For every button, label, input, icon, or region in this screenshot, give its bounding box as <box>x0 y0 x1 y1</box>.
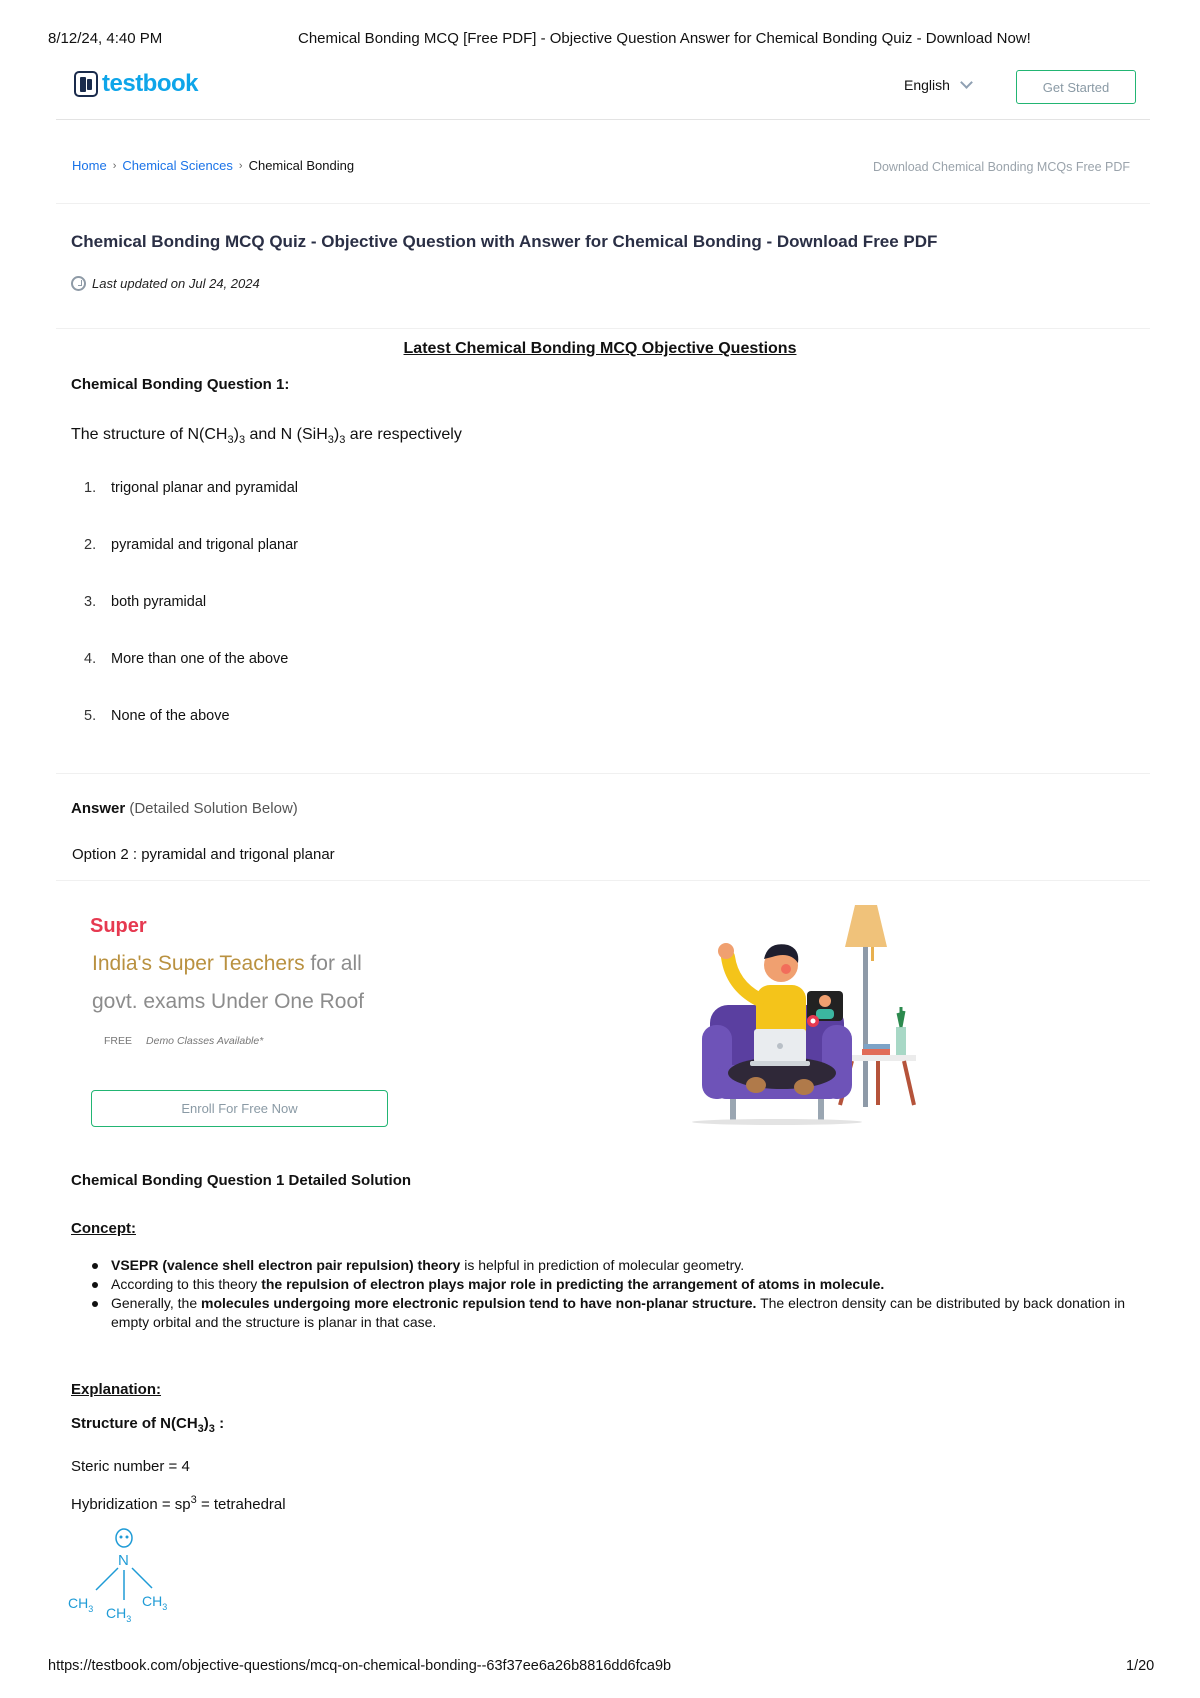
last-updated <box>71 276 260 291</box>
language-selector[interactable] <box>904 77 971 93</box>
option-item[interactable]: 2. pyramidal and trigonal planar <box>84 537 684 594</box>
logo-text: testbook <box>102 70 199 97</box>
trimethylamine-structure <box>66 1528 186 1630</box>
enroll-free-button[interactable]: Enroll For Free Now <box>91 1090 388 1127</box>
option-text: pyramidal and trigonal planar <box>111 537 298 553</box>
testbook-logo[interactable] <box>74 70 198 98</box>
divider <box>56 773 1150 774</box>
super-promo-banner <box>80 905 1080 1125</box>
option-item[interactable]: 4. More than one of the above <box>84 651 684 708</box>
last-updated-text: Last updated on Jul 24, 2024 <box>92 276 260 291</box>
divider <box>56 328 1150 329</box>
option-text: None of the above <box>111 708 230 724</box>
answer-label: Answer (Detailed Solution Below) <box>71 800 298 817</box>
promo-free-line: FREE Demo Classes Available* <box>104 1035 264 1047</box>
chevron-right-icon: › <box>112 159 117 172</box>
question-heading: Chemical Bonding Question 1: <box>71 376 290 393</box>
get-started-button[interactable]: Get Started <box>1016 70 1136 104</box>
chevron-down-icon <box>960 76 973 89</box>
structure-heading: Structure of $N(CH_3)_3$ : <box>71 1415 225 1435</box>
methyl-group: $CH_3$ <box>68 1595 94 1614</box>
concept-bullets <box>92 1256 1132 1332</box>
page-number: 1/20 <box>1126 1658 1155 1674</box>
option-item[interactable]: 5. None of the above <box>84 708 684 765</box>
concept-label: Concept: <box>71 1220 136 1237</box>
answer-option: Option 2 : pyramidal and trigonal planar <box>72 846 335 863</box>
methyl-group: $CH_3$ <box>106 1605 132 1624</box>
breadcrumb-category[interactable]: Chemical Sciences <box>122 158 233 173</box>
lone-pair-orbital <box>116 1529 132 1547</box>
section-title: Latest Chemical Bonding MCQ Objective Questions <box>403 340 797 357</box>
page-title: Chemical Bonding MCQ Quiz - Objective Question with Answer for Chemical Bonding - Download Free PDF <box>71 232 938 251</box>
print-date: 8/12/24, 4:40 PM <box>48 30 163 47</box>
divider <box>56 880 1150 881</box>
clock-icon <box>71 276 86 291</box>
option-text: both pyramidal <box>111 594 207 610</box>
breadcrumb <box>72 158 354 173</box>
steric-number: Steric number = 4 <box>71 1458 190 1475</box>
option-text: trigonal planar and pyramidal <box>111 480 298 496</box>
question-stem: The structure of $N(CH_3)_3$ and N $(SiH_3)_3$ are respectively <box>71 426 462 447</box>
option-text: More than one of the above <box>111 651 289 667</box>
explanation-label: Explanation: <box>71 1381 162 1398</box>
methyl-group: $CH_3$ <box>142 1593 168 1612</box>
language-label: English <box>904 77 950 93</box>
breadcrumb-home[interactable]: Home <box>72 158 107 173</box>
list-item: Generally, the molecules undergoing more electronic repulsion tend to have non-planar structure. The electron density can be distributed by back donation in empty orbital and the structure is planar in that case. <box>92 1294 1132 1332</box>
testbook-logo-icon <box>74 71 98 97</box>
print-header <box>0 30 1200 50</box>
teacher-illustration <box>672 905 1002 1125</box>
list-item: VSEPR (valence shell electron pair repulsion) theory is helpful in prediction of molecular geometry. <box>92 1256 1132 1275</box>
hybridization: Hybridization = $sp^3$ = tetrahedral <box>71 1494 286 1513</box>
solution-heading: Chemical Bonding Question 1 Detailed Solution <box>71 1172 412 1189</box>
breadcrumb-bar <box>56 152 1150 204</box>
list-item: According to this theory the repulsion of electron plays major role in predicting the arrangement of atoms in molecule. <box>92 1275 1132 1294</box>
option-item[interactable]: 1. trigonal planar and pyramidal <box>84 480 684 537</box>
options-list <box>84 480 684 765</box>
breadcrumb-current: Chemical Bonding <box>248 158 355 173</box>
super-logo: Super <box>90 915 147 937</box>
top-navbar <box>56 66 1150 120</box>
download-pdf-link[interactable]: Download Chemical Bonding MCQs Free PDF <box>872 160 1130 174</box>
promo-headline: India's Super Teachers for all govt. exams Under One Roof <box>92 952 364 1013</box>
chevron-right-icon: › <box>238 159 243 172</box>
print-url: https://testbook.com/objective-questions/mcq-on-chemical-bonding--63f37ee6a26b8816dd6fca9b <box>48 1658 672 1674</box>
option-item[interactable]: 3. both pyramidal <box>84 594 684 651</box>
nitrogen-atom: N <box>118 1552 129 1569</box>
print-doc-title: Chemical Bonding MCQ [Free PDF] - Objective Question Answer for Chemical Bonding Quiz - Download Now! <box>298 30 1031 47</box>
